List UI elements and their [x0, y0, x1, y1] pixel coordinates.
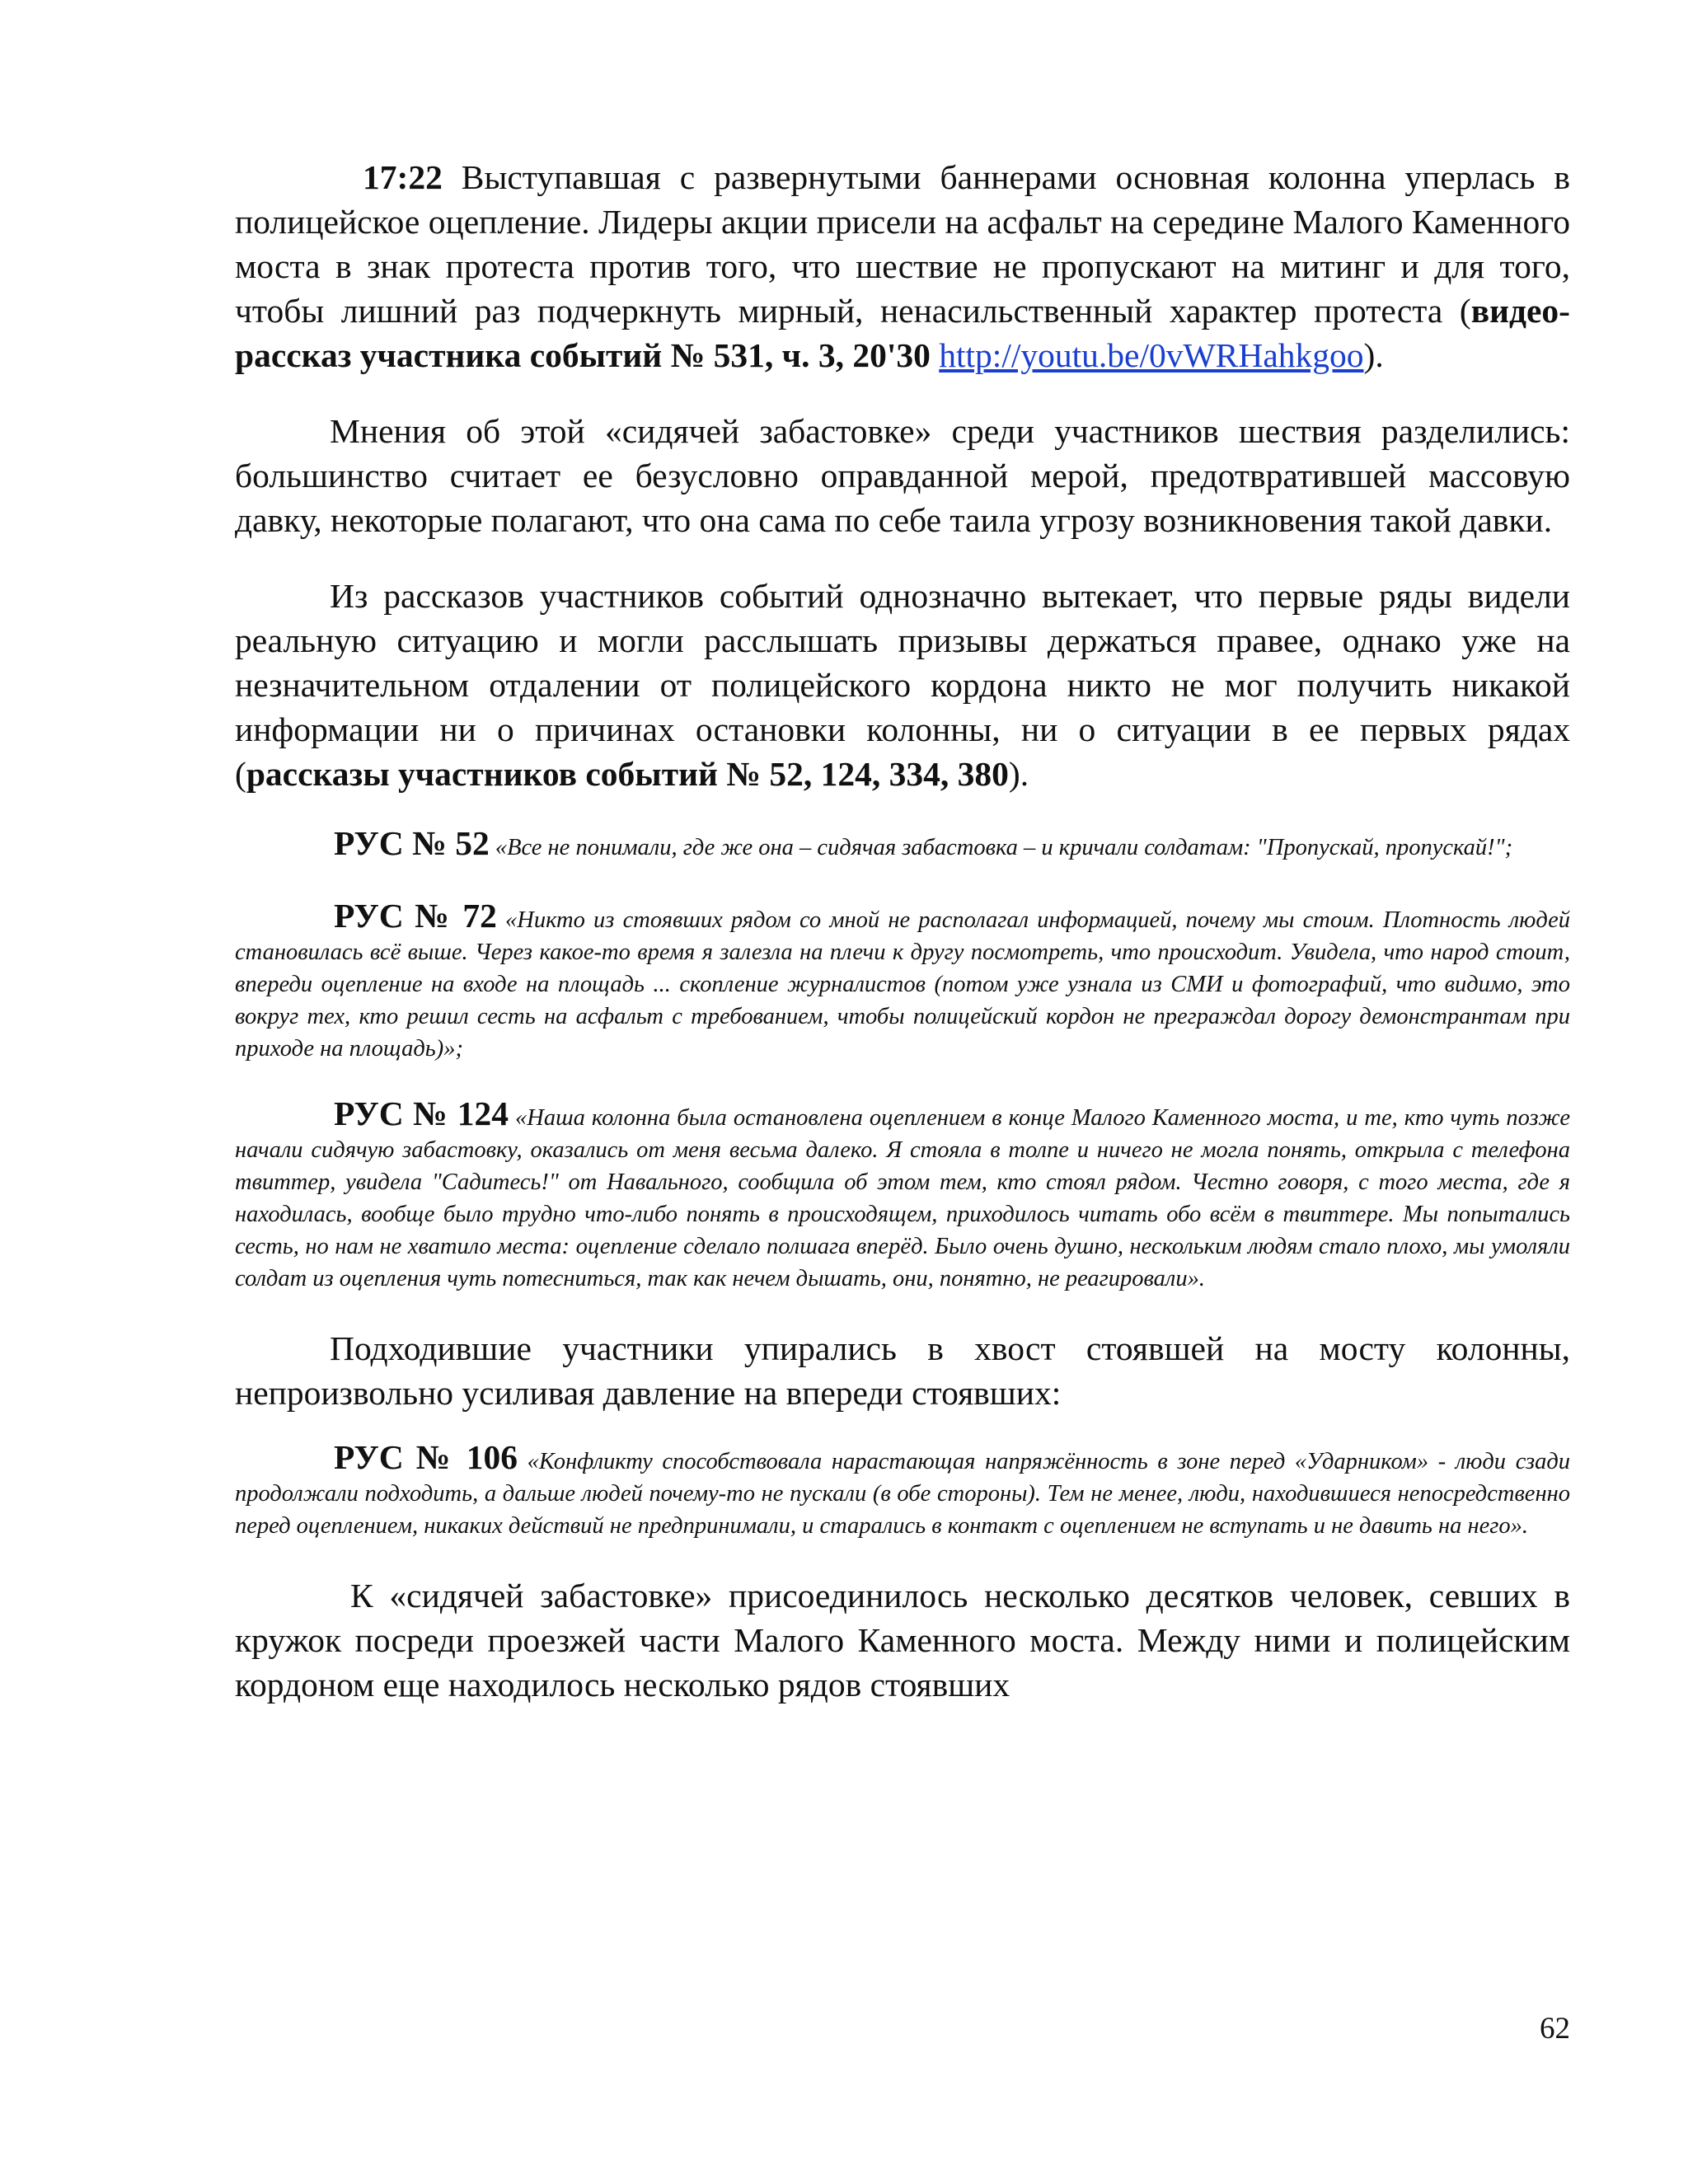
source-reference: рассказы участников событий № 52, 124, 334, 380	[246, 755, 1009, 793]
quote-label: РУС № 52	[334, 824, 490, 862]
quote-text: «Конфликту способствовала нарастающая напряжённость в зоне перед «Ударником» - люди сзади продолжали подходить, а дальше людей почему-то не пускали (в обе стороны). Тем не менее, люди, находившиеся непосредственно перед оцеплением, никаких действий не предпринимали, и старались в контакт с оцеплением не вступать и не давить на него».	[235, 1449, 1571, 1539]
quote-rus-106	[235, 1438, 1571, 1542]
paragraph-sit-in: К «сидячей забастовке» присоединилось несколько десятков человек, севших в кружок посреди проезжей части Малого Каменного моста. Между ними и полицейским кордоном еще находилось несколько рядов стоявших	[235, 1577, 1570, 1704]
youtube-link[interactable]: http://youtu.be/0vWRHahkgoo	[939, 336, 1364, 374]
timestamp: 17:22	[363, 158, 443, 196]
source-reference: видео-рассказ участника событий № 531, ч. 3, 20'30	[235, 292, 1570, 374]
quote-text: «Никто из стоявших рядом со мной не располагал информацией, почему мы стоим. Плотность людей становилась всё выше. Через какое-то время я залезла на плечи к другу посмотреть, что происходит. Увидела, что народ стоит, впереди оцепление на входе на площадь ... скопление журналистов (потом уже узнала из СМИ и фотографий, что видимо, это вокруг тех, кто решил сесть на асфальт с требованием, чтобы полицейский кордон не преграждал дорогу демонстрантам при приходе на площадь)»;	[235, 907, 1570, 1062]
quote-label: РУС № 124	[334, 1094, 509, 1132]
paragraph-1722: 17:22 Выступавшая с развернутыми баннерами основная колонна уперлась в полицейское оцепление. Лидеры акции присели на асфальт на середине Малого Каменного моста в знак протеста против того, что шествие не пропускают на митинг и для того, чтобы лишний раз подчеркнуть мирный, ненасильственный характер протеста (видео-рассказ участника событий № 531, ч. 3, 20'30 http://youtu.be/0vWRHahkgoo).	[235, 158, 1570, 374]
paragraph-text: Выступавшая с развернутыми баннерами основная колонна уперлась в полицейское оцепление. Лидеры акции присели на асфальт на середине Малого Каменного моста в знак протеста против того, что шествие не пропускают на митинг и для того, чтобы лишний раз подчеркнуть мирный, ненасильственный характер протеста (	[235, 158, 1570, 330]
quote-label: РУС № 72	[334, 897, 497, 935]
document-page	[235, 155, 1570, 1707]
paragraph-pressure: Подходившие участники упирались в хвост стоявшей на мосту колонны, непроизвольно усиливая давление на впереди стоявших:	[235, 1329, 1570, 1412]
quote-text: «Все не понимали, где же она – сидячая забастовка – и кричали солдатам: "Пропускай, пропускай!";	[489, 835, 1513, 860]
quote-rus-52	[235, 824, 1570, 864]
paragraph-accounts: Из рассказов участников событий однозначно вытекает, что первые ряды видели реальную ситуацию и могли расслышать призывы держаться правее, однако уже на незначительном отдалении от полицейского кордона никто не мог получить никакой информации ни о причинах остановки колонны, ни о ситуации в ее первых рядах (рассказы участников событий № 52, 124, 334, 380).	[235, 577, 1570, 793]
quote-rus-124	[235, 1094, 1570, 1295]
page-number: 62	[1540, 2012, 1570, 2046]
quote-rus-72	[235, 897, 1570, 1065]
quote-text: «Наша колонна была остановлена оцеплением в конце Малого Каменного моста, и те, кто чуть позже начали сидячую забастовку, оказались от меня весьма далеко. Я стояла в толпе и ничего не могла понять, открыла с телефона твиттер, увидела "Садитесь!" от Навального, сообщила об этом тем, кто стоял рядом. Честно говоря, с того места, где я находилась, вообще было трудно что-либо понять в происходящем, приходилось читать обо всём в твиттере. Мы попытались сесть, но нам не хватило места: оцепление сделало полшага вперёд. Было очень душно, нескольким людям стало плохо, мы умоляли солдат из оцепления чуть потесниться, так как нечем дышать, они, понятно, не реагировали».	[235, 1105, 1570, 1291]
quote-label: РУС № 106	[334, 1438, 518, 1476]
paragraph-opinions: Мнения об этой «сидячей забастовке» среди участников шествия разделились: большинство считает ее безусловно оправданной мерой, предотвратившей массовую давку, некоторые полагают, что она сама по себе таила угрозу возникновения такой давки.	[235, 412, 1570, 539]
